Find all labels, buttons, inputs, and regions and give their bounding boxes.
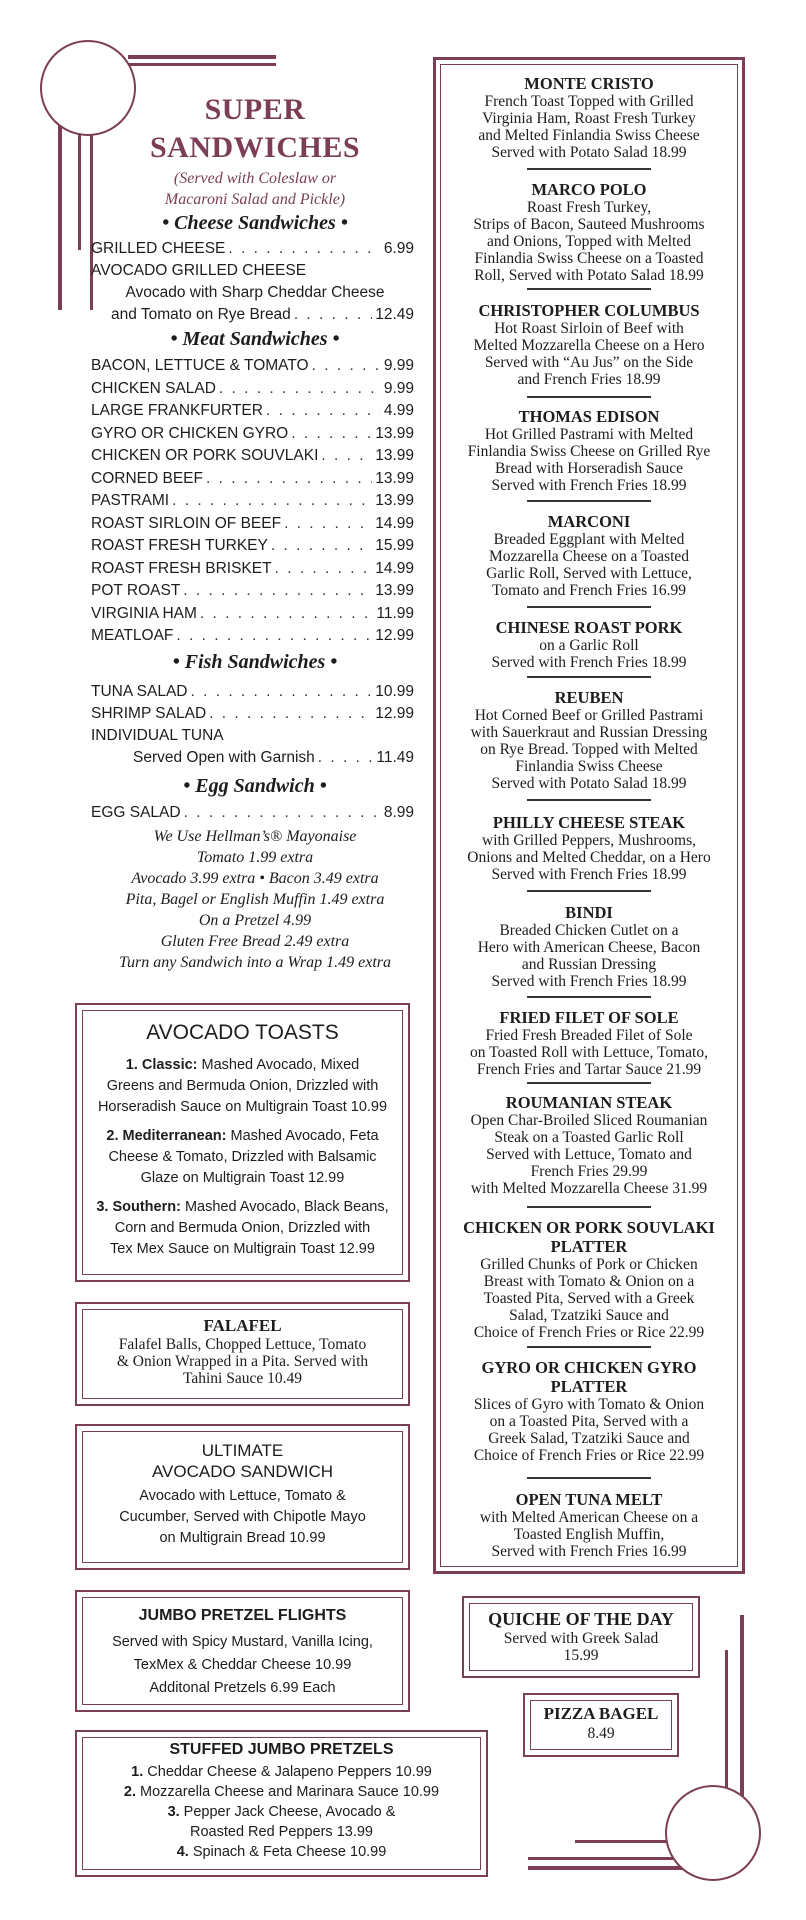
menu-row bbox=[91, 703, 414, 725]
ultimate-title-1: ULTIMATE bbox=[201, 1441, 284, 1460]
item-desc-line: on a Garlic Roll bbox=[539, 637, 639, 654]
quiche-price: 15.99 bbox=[563, 1647, 599, 1664]
item-name: GYRO OR CHICKEN GYRO bbox=[91, 424, 289, 442]
item-text: Spinach & Feta Cheese 10.99 bbox=[188, 1844, 387, 1860]
dot-leader bbox=[275, 558, 373, 580]
item-desc-line: and French Fries 18.99 bbox=[517, 371, 661, 388]
specialty-item bbox=[445, 618, 733, 671]
menu-row bbox=[91, 603, 414, 625]
item-separator bbox=[527, 996, 651, 998]
specialty-item bbox=[445, 512, 733, 599]
menu-row bbox=[91, 747, 414, 769]
stuffed-pretzel-line bbox=[80, 1842, 483, 1862]
menu-row bbox=[91, 580, 414, 602]
item-text: Cheddar Cheese & Jalapeno Peppers 10.99 bbox=[143, 1764, 432, 1780]
individual-tuna-name: INDIVIDUAL TUNA bbox=[91, 727, 224, 744]
item-desc-line: Toasted English Muffin, bbox=[513, 1526, 665, 1543]
item-name: CHICKEN OR PORK SOUVLAKI bbox=[91, 447, 319, 464]
pretzel-flights-title: JUMBO PRETZEL FLIGHTS bbox=[138, 1607, 347, 1624]
item-desc-line: Mozzarella Cheese on a Toasted bbox=[488, 548, 690, 565]
item-price: 14.99 bbox=[375, 514, 414, 532]
item-desc-line: Hero with American Cheese, Bacon bbox=[477, 939, 701, 956]
menu-row bbox=[91, 802, 414, 824]
pretzel-flights-line-3: Additonal Pretzels 6.99 Each bbox=[149, 1680, 336, 1696]
item-desc-line: Served with Potato Salad 18.99 bbox=[491, 144, 687, 161]
item-text: Mozzarella Cheese and Marinara Sauce 10.99 bbox=[136, 1784, 440, 1800]
toast-line: Horseradish Sauce on Multigrain Toast 10.99 bbox=[97, 1099, 388, 1115]
menu-row bbox=[91, 400, 414, 422]
dot-leader bbox=[200, 603, 373, 625]
toast-line bbox=[80, 1197, 405, 1218]
item-text: Pepper Jack Cheese, Avocado & bbox=[179, 1804, 396, 1820]
item-desc-line: Breaded Chicken Cutlet on a bbox=[499, 922, 679, 939]
item-title: ROUMANIAN STEAK bbox=[505, 1093, 673, 1112]
item-desc-line: with Grilled Peppers, Mushrooms, bbox=[482, 832, 696, 849]
quiche-title: QUICHE OF THE DAY bbox=[488, 1609, 674, 1629]
item-title: CHINESE ROAST PORK bbox=[495, 618, 683, 637]
item-title: PHILLY CHEESE STEAK bbox=[492, 813, 686, 832]
item-desc-line: Fried Fresh Breaded Filet of Sole bbox=[485, 1027, 693, 1044]
item-desc-line: Served with French Fries 18.99 bbox=[491, 654, 687, 671]
specialty-item bbox=[445, 813, 733, 883]
note-bread: Pita, Bagel or English Muffin 1.49 extra bbox=[125, 891, 385, 908]
falafel-title: FALAFEL bbox=[203, 1316, 282, 1335]
item-desc-line: on Rye Bread. Topped with Melted bbox=[480, 741, 698, 758]
item-name: CORNED BEEF bbox=[91, 469, 203, 487]
item-separator bbox=[527, 1346, 651, 1348]
item-price: 9.99 bbox=[383, 379, 414, 397]
dot-leader bbox=[190, 681, 372, 703]
item-price: 14.99 bbox=[375, 559, 414, 577]
item-desc-line: Served with French Fries 18.99 bbox=[491, 973, 687, 990]
item-desc-line: Choice of French Fries or Rice 22.99 bbox=[473, 1447, 705, 1464]
item-desc-line: French Fries and Tartar Sauce 21.99 bbox=[476, 1061, 702, 1078]
item-price: 11.99 bbox=[376, 604, 414, 622]
item-price: 13.99 bbox=[375, 582, 414, 599]
item-text: Roasted Red Peppers 13.99 bbox=[190, 1824, 373, 1840]
item-title: CHRISTOPHER COLUMBUS bbox=[478, 301, 700, 320]
item-separator bbox=[527, 1082, 651, 1084]
stuffed-pretzel-line bbox=[80, 1782, 483, 1802]
item-separator bbox=[527, 396, 651, 398]
item-desc-line: Breast with Tomato & Onion on a bbox=[483, 1273, 695, 1290]
subtitle-line-2: Macaroni Salad and Pickle) bbox=[164, 191, 346, 208]
item-number: 4. bbox=[176, 1844, 189, 1860]
item-desc-line: Hot Grilled Pastrami with Melted bbox=[484, 426, 694, 443]
dot-leader bbox=[266, 400, 381, 422]
menu-row bbox=[91, 535, 414, 557]
dot-leader bbox=[183, 580, 372, 602]
item-desc-line: Grilled Chunks of Pork or Chicken bbox=[480, 1256, 698, 1273]
dot-leader bbox=[318, 747, 374, 769]
item-separator bbox=[527, 676, 651, 678]
item-title: FRIED FILET OF SOLE bbox=[499, 1008, 679, 1027]
item-desc-line: Open Char-Broiled Sliced Roumanian bbox=[470, 1112, 708, 1129]
top-left-decor-bar-4 bbox=[58, 110, 62, 310]
item-title: MARCONI bbox=[547, 512, 631, 531]
note-wrap: Turn any Sandwich into a Wrap 1.49 extra bbox=[119, 954, 391, 971]
stuffed-pretzels-title: STUFFED JUMBO PRETZELS bbox=[169, 1741, 394, 1758]
item-separator bbox=[527, 168, 651, 170]
item-desc-line: Served with French Fries 16.99 bbox=[491, 1543, 687, 1560]
stuffed-pretzel-line bbox=[80, 1762, 483, 1782]
dot-leader bbox=[271, 535, 372, 557]
menu-row bbox=[91, 304, 414, 326]
item-desc-line: Served with Lettuce, Tomato and bbox=[486, 1146, 692, 1163]
item-desc-line: on a Toasted Pita, Served with a bbox=[489, 1413, 689, 1430]
fish-heading: • Fish Sandwiches • bbox=[172, 651, 338, 673]
item-price: 15.99 bbox=[375, 537, 414, 554]
item-name: MEATLOAF bbox=[91, 627, 174, 644]
menu-row bbox=[91, 625, 414, 647]
item-desc-line: Hot Corned Beef or Grilled Pastrami bbox=[474, 707, 704, 724]
item-title: MONTE CRISTO bbox=[524, 74, 654, 93]
item-name: ROAST FRESH TURKEY bbox=[91, 537, 268, 554]
dot-leader bbox=[219, 378, 381, 400]
toast-line: Greens and Bermuda Onion, Drizzled with bbox=[106, 1078, 379, 1094]
item-name: TUNA SALAD bbox=[91, 683, 188, 700]
item-separator bbox=[527, 799, 651, 801]
pizza-bagel-title: PIZZA BAGEL bbox=[543, 1704, 659, 1723]
top-left-decor-bar-1 bbox=[128, 55, 276, 59]
item-title: MARCO POLO bbox=[531, 180, 647, 199]
item-title: OPEN TUNA MELT bbox=[515, 1490, 663, 1509]
item-desc-line: Bread with Horseradish Sauce bbox=[494, 460, 684, 477]
item-desc-line: Tomato and French Fries 16.99 bbox=[492, 582, 686, 599]
item-price: 13.99 bbox=[375, 447, 414, 464]
note-tomato: Tomato 1.99 extra bbox=[196, 849, 314, 866]
item-desc-line: and Onions, Topped with Melted bbox=[487, 233, 691, 250]
item-name: LARGE FRANKFURTER bbox=[91, 402, 263, 419]
dot-leader bbox=[291, 423, 372, 445]
ultimate-title-2: AVOCADO SANDWICH bbox=[151, 1462, 334, 1481]
item-price: 8.99 bbox=[383, 804, 414, 821]
specialty-item bbox=[445, 74, 733, 161]
menu-row bbox=[91, 355, 414, 377]
title-sandwiches: SANDWICHES bbox=[149, 131, 361, 164]
toast-line: Corn and Bermuda Onion, Drizzled with bbox=[114, 1220, 371, 1236]
item-name: PASTRAMI bbox=[91, 492, 170, 509]
menu-row bbox=[91, 238, 414, 260]
item-name: POT ROAST bbox=[91, 582, 181, 599]
avocado-grilled-desc: Avocado with Sharp Cheddar Cheese bbox=[125, 284, 385, 301]
item-separator bbox=[527, 606, 651, 608]
item-desc-line: Roll, Served with Potato Salad 18.99 bbox=[474, 267, 704, 284]
avocado-toasts-title: AVOCADO TOASTS bbox=[146, 1021, 339, 1044]
item-desc-line: Greek Salad, Tzatziki Sauce and bbox=[488, 1430, 690, 1447]
item-price: 12.99 bbox=[375, 627, 414, 644]
toast-label: 2. Mediterranean: bbox=[106, 1128, 227, 1144]
item-title: THOMAS EDISON bbox=[518, 407, 660, 426]
item-price: 12.99 bbox=[375, 705, 414, 722]
item-price: 12.49 bbox=[375, 306, 414, 323]
item-desc: Served Open with Garnish bbox=[133, 749, 315, 766]
item-desc-line: Steak on a Toasted Garlic Roll bbox=[494, 1129, 684, 1146]
item-desc-line: Served with French Fries 18.99 bbox=[491, 477, 687, 494]
item-desc-line: French Toast Topped with Grilled bbox=[484, 93, 694, 110]
item-desc-line: Finlandia Swiss Cheese on Grilled Rye bbox=[467, 443, 711, 460]
ultimate-line-2: Cucumber, Served with Chipotle Mayo bbox=[119, 1509, 366, 1525]
item-desc-line: French Fries 29.99 bbox=[530, 1163, 648, 1180]
item-desc: and Tomato on Rye Bread bbox=[111, 306, 291, 323]
item-separator bbox=[527, 890, 651, 892]
item-desc-line: with Melted Mozzarella Cheese 31.99 bbox=[470, 1180, 708, 1197]
item-title: GYRO OR CHICKEN GYRO bbox=[481, 1358, 697, 1377]
toast-text: Mashed Avocado, Black Beans, bbox=[180, 1199, 389, 1215]
falafel-line-2: & Onion Wrapped in a Pita. Served with bbox=[116, 1353, 369, 1370]
pretzel-flights-line-2: TexMex & Cheddar Cheese 10.99 bbox=[133, 1657, 352, 1673]
item-separator bbox=[527, 1206, 651, 1208]
specialty-item bbox=[445, 1218, 733, 1341]
dot-leader bbox=[228, 238, 380, 260]
specialty-item bbox=[445, 903, 733, 990]
item-desc-line: Served with French Fries 18.99 bbox=[491, 866, 687, 883]
item-separator bbox=[527, 288, 651, 290]
toast-line bbox=[80, 1055, 405, 1076]
item-name: CHICKEN SALAD bbox=[91, 379, 216, 397]
item-name: ROAST SIRLOIN OF BEEF bbox=[91, 514, 282, 532]
item-number: 2. bbox=[123, 1784, 136, 1800]
item-name: ROAST FRESH BRISKET bbox=[91, 559, 272, 577]
item-name: VIRGINIA HAM bbox=[91, 604, 197, 622]
dot-leader bbox=[206, 468, 372, 490]
item-desc-line: Choice of French Fries or Rice 22.99 bbox=[473, 1324, 705, 1341]
subtitle-line-1: (Served with Coleslaw or bbox=[173, 170, 337, 187]
falafel-line-3: Tahini Sauce 10.49 bbox=[182, 1370, 302, 1387]
item-desc-line: Melted Mozzarella Cheese on a Hero bbox=[473, 337, 705, 354]
toast-label: 1. Classic: bbox=[125, 1057, 198, 1073]
item-desc-line: Finlandia Swiss Cheese bbox=[515, 758, 663, 775]
item-price: 10.99 bbox=[375, 683, 414, 700]
item-title: CHICKEN OR PORK SOUVLAKI bbox=[463, 1218, 715, 1237]
toast-line bbox=[80, 1126, 405, 1147]
bottom-right-decor-circle bbox=[665, 1785, 761, 1881]
top-left-decor-bar-2 bbox=[128, 63, 276, 66]
item-name: GRILLED CHEESE bbox=[91, 240, 226, 257]
item-number: 1. bbox=[131, 1764, 144, 1780]
item-desc-line: and Russian Dressing bbox=[521, 956, 657, 973]
item-title: PLATTER bbox=[550, 1237, 628, 1256]
menu-row bbox=[91, 468, 414, 490]
item-price: 9.99 bbox=[383, 357, 414, 374]
note-mayo: We Use Hellman’s® Mayonaise bbox=[153, 828, 357, 845]
item-price: 13.99 bbox=[375, 469, 414, 487]
ultimate-line-1: Avocado with Lettuce, Tomato & bbox=[139, 1488, 346, 1504]
item-desc-line: Salad, Tzatziki Sauce and bbox=[509, 1307, 669, 1324]
dot-leader bbox=[184, 802, 381, 824]
note-gluten-free: Gluten Free Bread 2.49 extra bbox=[160, 933, 350, 950]
menu-row bbox=[91, 681, 414, 703]
item-title: BINDI bbox=[565, 903, 613, 922]
item-number: 3. bbox=[167, 1804, 180, 1820]
item-desc-line: Served with “Au Jus” on the Side bbox=[484, 354, 694, 371]
ultimate-line-3: on Multigrain Bread 10.99 bbox=[159, 1530, 326, 1546]
item-desc-line: with Sauerkraut and Russian Dressing bbox=[470, 724, 708, 741]
pizza-bagel-price: 8.49 bbox=[587, 1725, 615, 1742]
item-name: SHRIMP SALAD bbox=[91, 705, 207, 722]
item-desc-line: Finlandia Swiss Cheese on a Toasted bbox=[474, 250, 704, 267]
menu-row bbox=[91, 378, 414, 400]
item-desc-line: Roast Fresh Turkey, bbox=[526, 199, 652, 216]
dot-leader bbox=[172, 490, 372, 512]
specialty-item bbox=[445, 1008, 733, 1078]
avocado-grilled-name: AVOCADO GRILLED CHEESE bbox=[91, 262, 307, 279]
toast-text: Mashed Avocado, Mixed bbox=[197, 1057, 360, 1073]
item-price: 13.99 bbox=[375, 424, 414, 442]
item-desc-line: Hot Roast Sirloin of Beef with bbox=[494, 320, 684, 337]
note-pretzel: On a Pretzel 4.99 bbox=[198, 912, 312, 929]
menu-row bbox=[91, 423, 414, 445]
item-name: BACON, LETTUCE & TOMATO bbox=[91, 357, 309, 374]
title-super: SUPER bbox=[204, 93, 306, 126]
specialty-item bbox=[445, 301, 733, 388]
egg-heading: • Egg Sandwich • bbox=[183, 775, 327, 797]
specialty-item bbox=[445, 1358, 733, 1464]
dot-leader bbox=[284, 513, 372, 535]
pretzel-flights-line-1: Served with Spicy Mustard, Vanilla Icing, bbox=[112, 1634, 373, 1650]
item-desc-line: and Melted Finlandia Swiss Cheese bbox=[478, 127, 700, 144]
item-title: PLATTER bbox=[550, 1377, 628, 1396]
dot-leader bbox=[312, 355, 381, 377]
menu-row bbox=[91, 558, 414, 580]
item-price: 11.49 bbox=[376, 749, 414, 766]
falafel-line-1: Falafel Balls, Chopped Lettuce, Tomato bbox=[118, 1336, 367, 1353]
specialty-item bbox=[445, 1093, 733, 1197]
menu-row bbox=[91, 445, 414, 467]
item-desc-line: Virginia Ham, Roast Fresh Turkey bbox=[482, 110, 696, 127]
item-price: 6.99 bbox=[383, 240, 414, 257]
item-price: 13.99 bbox=[375, 492, 414, 509]
toast-line: Cheese & Tomato, Drizzled with Balsamic bbox=[108, 1149, 377, 1165]
menu-row bbox=[91, 513, 414, 535]
menu-row bbox=[91, 490, 414, 512]
stuffed-pretzel-line bbox=[80, 1802, 483, 1822]
item-desc-line: Slices of Gyro with Tomato & Onion bbox=[473, 1396, 705, 1413]
note-avocado-bacon: Avocado 3.99 extra • Bacon 3.49 extra bbox=[131, 870, 379, 887]
item-desc-line: on Toasted Roll with Lettuce, Tomato, bbox=[470, 1044, 708, 1061]
specialty-item bbox=[445, 407, 733, 494]
item-name: EGG SALAD bbox=[91, 804, 181, 821]
stuffed-pretzel-line bbox=[80, 1822, 483, 1842]
toast-line: Tex Mex Sauce on Multigrain Toast 12.99 bbox=[110, 1241, 375, 1257]
toast-text: Mashed Avocado, Feta bbox=[226, 1128, 379, 1144]
item-desc-line: Breaded Eggplant with Melted bbox=[493, 531, 685, 548]
dot-leader bbox=[321, 445, 372, 467]
quiche-line-1: Served with Greek Salad bbox=[503, 1630, 659, 1647]
item-desc-line: Served with Potato Salad 18.99 bbox=[491, 775, 687, 792]
toast-label: 3. Southern: bbox=[96, 1199, 181, 1215]
item-desc-line: Strips of Bacon, Sauteed Mushrooms bbox=[473, 216, 705, 233]
cheese-heading: • Cheese Sandwiches • bbox=[162, 212, 348, 234]
dot-leader bbox=[209, 703, 372, 725]
item-desc-line: Toasted Pita, Served with a Greek bbox=[483, 1290, 695, 1307]
dot-leader bbox=[176, 625, 372, 647]
dot-leader bbox=[294, 304, 372, 326]
item-title: REUBEN bbox=[554, 688, 624, 707]
toast-line: Glaze on Multigrain Toast 12.99 bbox=[140, 1170, 345, 1186]
specialty-item bbox=[445, 180, 733, 284]
item-desc-line: with Melted American Cheese on a bbox=[479, 1509, 699, 1526]
item-separator bbox=[527, 500, 651, 502]
meat-heading: • Meat Sandwiches • bbox=[170, 328, 340, 350]
specialty-item bbox=[445, 688, 733, 792]
item-separator bbox=[527, 1477, 651, 1479]
item-price: 4.99 bbox=[383, 402, 414, 419]
specialty-item bbox=[445, 1490, 733, 1560]
item-desc-line: Onions and Melted Cheddar, on a Hero bbox=[467, 849, 711, 866]
item-desc-line: Garlic Roll, Served with Lettuce, bbox=[486, 565, 692, 582]
